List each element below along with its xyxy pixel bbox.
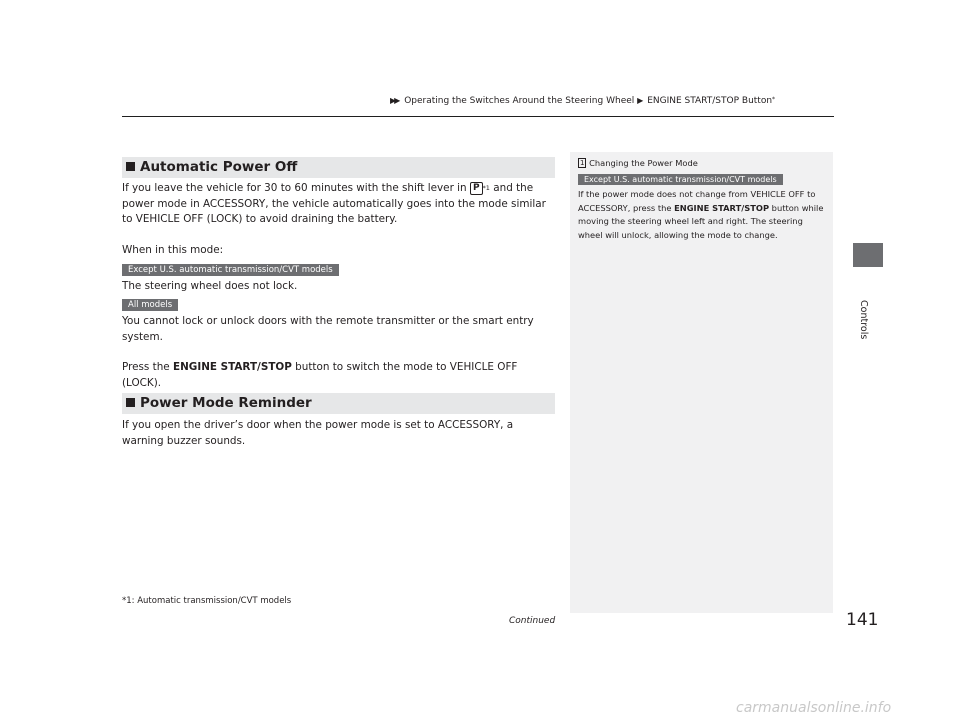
breadcrumb: [390, 96, 775, 106]
sidebar-title: [578, 158, 698, 168]
footnote-ref: *1: [482, 184, 490, 192]
continued-label: Continued: [509, 616, 556, 626]
press-text-b: button to switch the mode to VEHICLE OFF (LOCK).: [122, 361, 518, 389]
model-badge: Except U.S. automatic transmission/CVT models: [122, 264, 339, 276]
steering-text: The steering wheel does not lock.: [122, 280, 298, 292]
paragraph-automatic-power-off: [122, 181, 558, 228]
para-text: and the power mode in ACCESSORY, the vehicle automatically goes into the mode similar to VEHICLE OFF (LOCK) to avoid draining the battery.: [122, 182, 546, 225]
sidebar-model-badge: Except U.S. automatic transmission/CVT models: [578, 174, 783, 185]
breadcrumb-arrow-icon: ▶: [637, 96, 642, 105]
paragraph-power-mode-reminder: If you open the driver’s door when the power mode is set to ACCESSORY, a warning buzzer sounds.: [122, 419, 514, 447]
sidebar-text-b: button while moving the steering wheel left and right. The steering wheel will unlock, allowing the mode to change.: [578, 202, 824, 240]
press-text-bold: ENGINE START/STOP: [173, 361, 292, 373]
breadcrumb-part1: Operating the Switches Around the Steering Wheel: [404, 96, 635, 106]
when-in-mode-text: When in this mode:: [122, 244, 224, 256]
square-bullet-icon: [126, 398, 135, 407]
press-text: [122, 360, 558, 391]
watermark: carmanualsonline.info: [736, 700, 892, 716]
sidebar-text-bold: ENGINE START/STOP: [674, 202, 770, 213]
para-text: If you leave the vehicle for 30 to 60 minutes with the shift lever in: [122, 182, 470, 194]
sidebar-text: [578, 188, 828, 242]
section-heading-power-mode-reminder: [122, 393, 555, 414]
section-heading-automatic-power-off: [122, 157, 555, 178]
sidebar-title-text: Changing the Power Mode: [589, 158, 698, 168]
section-title: Automatic Power Off: [140, 159, 298, 175]
header-rule: [122, 116, 834, 117]
breadcrumb-arrow-icon: ▶▶: [390, 96, 399, 105]
sidebar-text-a: If the power mode does not change from VEHICLE OFF to ACCESSORY, press the: [578, 189, 816, 213]
square-bullet-icon: [126, 162, 135, 171]
model-badge: All models: [122, 299, 178, 311]
footnote: *1: Automatic transmission/CVT models: [122, 596, 292, 606]
breadcrumb-marker: *: [772, 96, 776, 103]
lock-text: You cannot lock or unlock doors with the remote transmitter or the smart entry system.: [122, 315, 534, 343]
page-number: 141: [846, 610, 879, 630]
chapter-tab: [853, 243, 883, 267]
press-text-a: Press the: [122, 361, 174, 373]
section-title: Power Mode Reminder: [140, 395, 312, 411]
sidebar-number: 1: [580, 159, 585, 167]
shift-position-p-icon: P: [470, 182, 483, 195]
breadcrumb-part2: ENGINE START/STOP Button: [647, 96, 773, 106]
chapter-tab-label: Controls: [858, 300, 869, 340]
